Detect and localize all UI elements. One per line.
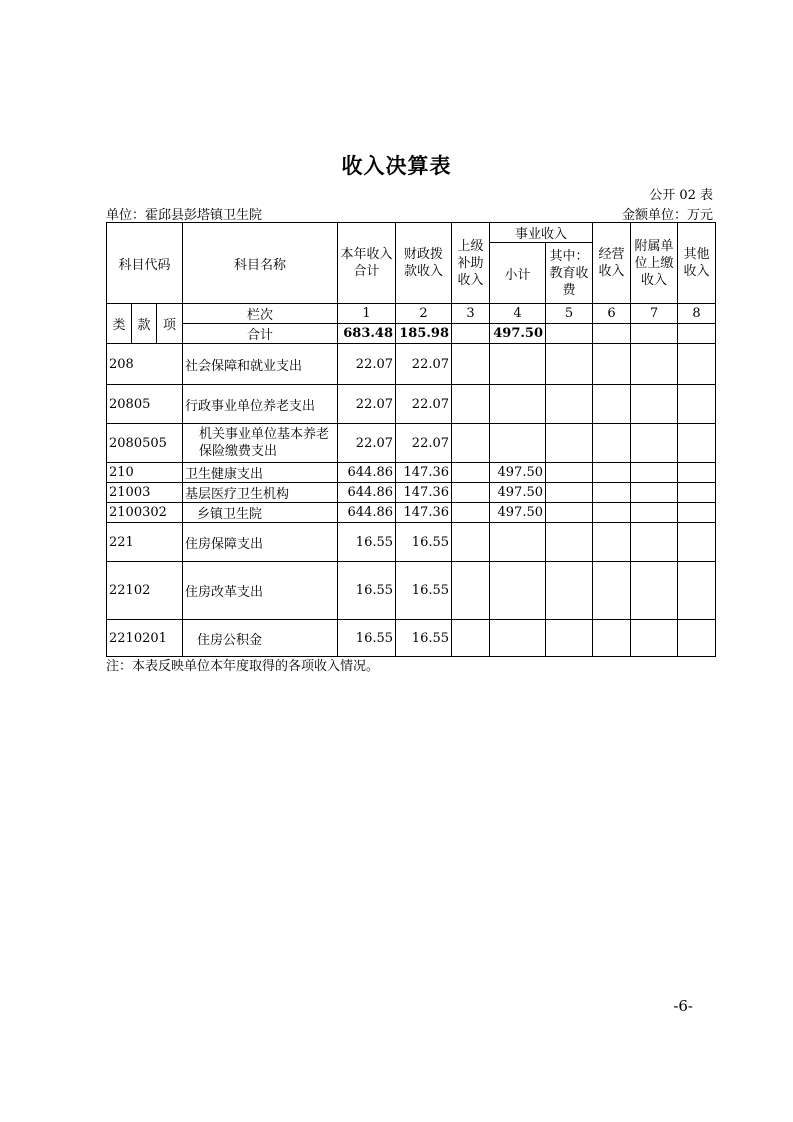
col-num: 6 bbox=[593, 304, 631, 324]
table-note: 注：本表反映单位本年度取得的各项收入情况。 bbox=[106, 659, 380, 674]
header-lei: 类 bbox=[107, 304, 132, 344]
header-edu-fee: 其中：教育收费 bbox=[546, 243, 593, 304]
total-subtotal: 497.50 bbox=[490, 324, 546, 344]
row-total: 644.86 bbox=[338, 503, 396, 523]
col-num: 7 bbox=[631, 304, 678, 324]
row-fiscal: 16.55 bbox=[396, 523, 452, 562]
header-operating: 经营收入 bbox=[593, 223, 631, 304]
table-row bbox=[107, 463, 716, 483]
row-name: 社会保障和就业支出 bbox=[183, 344, 338, 385]
table-row bbox=[107, 344, 716, 385]
header-code: 科目代码 bbox=[107, 223, 183, 304]
table-row bbox=[107, 424, 716, 463]
reporting-unit: 单位：霍邱县彭塔镇卫生院 bbox=[106, 208, 263, 223]
row-code: 208 bbox=[107, 344, 183, 385]
row-code: 221 bbox=[107, 523, 183, 562]
row-total: 644.86 bbox=[338, 463, 396, 483]
row-total: 16.55 bbox=[338, 523, 396, 562]
row-subtotal bbox=[490, 620, 546, 657]
row-name: 机关事业单位基本养老保险缴费支出 bbox=[183, 424, 338, 463]
money-unit: 金额单位：万元 bbox=[621, 208, 713, 223]
row-code: 22102 bbox=[107, 562, 183, 620]
row-name: 行政事业单位养老支出 bbox=[183, 385, 338, 424]
row-fiscal: 22.07 bbox=[396, 344, 452, 385]
header-upper-subsidy: 上级补助收入 bbox=[452, 223, 490, 304]
col-num: 8 bbox=[678, 304, 716, 324]
total-fiscal: 185.98 bbox=[396, 324, 452, 344]
table-row bbox=[107, 562, 716, 620]
row-fiscal: 16.55 bbox=[396, 620, 452, 657]
row-code: 21003 bbox=[107, 483, 183, 503]
total-row bbox=[107, 324, 716, 344]
header-name: 科目名称 bbox=[183, 223, 338, 304]
row-name: 住房改革支出 bbox=[183, 562, 338, 620]
total-value: 683.48 bbox=[338, 324, 396, 344]
header-kuan: 款 bbox=[132, 304, 157, 344]
page-number: -6- bbox=[673, 997, 693, 1015]
row-total: 644.86 bbox=[338, 483, 396, 503]
page-title: 收入决算表 bbox=[341, 154, 452, 178]
col-num: 1 bbox=[338, 304, 396, 324]
row-fiscal: 147.36 bbox=[396, 463, 452, 483]
row-code: 2080505 bbox=[107, 424, 183, 463]
row-subtotal bbox=[490, 424, 546, 463]
row-fiscal: 147.36 bbox=[396, 503, 452, 523]
row-subtotal: 497.50 bbox=[490, 463, 546, 483]
row-total: 22.07 bbox=[338, 385, 396, 424]
row-fiscal: 147.36 bbox=[396, 483, 452, 503]
table-row bbox=[107, 503, 716, 523]
row-name: 卫生健康支出 bbox=[183, 463, 338, 483]
row-subtotal bbox=[490, 523, 546, 562]
table-row bbox=[107, 385, 716, 424]
col-num: 5 bbox=[546, 304, 593, 324]
col-num: 2 bbox=[396, 304, 452, 324]
total-label: 合计 bbox=[183, 324, 338, 344]
row-total: 16.55 bbox=[338, 562, 396, 620]
row-fiscal: 22.07 bbox=[396, 424, 452, 463]
row-total: 22.07 bbox=[338, 344, 396, 385]
row-code: 2100302 bbox=[107, 503, 183, 523]
row-name: 住房保障支出 bbox=[183, 523, 338, 562]
col-num: 4 bbox=[490, 304, 546, 324]
row-fiscal: 16.55 bbox=[396, 562, 452, 620]
row-subtotal bbox=[490, 385, 546, 424]
row-subtotal: 497.50 bbox=[490, 503, 546, 523]
row-fiscal: 22.07 bbox=[396, 385, 452, 424]
row-subtotal bbox=[490, 562, 546, 620]
row-code: 2210201 bbox=[107, 620, 183, 657]
table-row bbox=[107, 523, 716, 562]
header-xiang: 项 bbox=[157, 304, 183, 344]
header-total: 本年收入合计 bbox=[338, 223, 396, 304]
row-name: 基层医疗卫生机构 bbox=[183, 483, 338, 503]
header-lanci: 栏次 bbox=[183, 304, 338, 324]
form-number: 公开 02 表 bbox=[649, 188, 713, 203]
income-table bbox=[106, 222, 716, 657]
row-code: 210 bbox=[107, 463, 183, 483]
row-name: 乡镇卫生院 bbox=[183, 503, 338, 523]
header-affiliate: 附属单位上缴收入 bbox=[631, 223, 678, 304]
row-total: 22.07 bbox=[338, 424, 396, 463]
col-num: 3 bbox=[452, 304, 490, 324]
table-row bbox=[107, 620, 716, 657]
header-other: 其他收入 bbox=[678, 223, 716, 304]
table-row bbox=[107, 483, 716, 503]
row-subtotal bbox=[490, 344, 546, 385]
header-subtotal: 小计 bbox=[490, 243, 546, 304]
row-code: 20805 bbox=[107, 385, 183, 424]
row-subtotal: 497.50 bbox=[490, 483, 546, 503]
header-business-income: 事业收入 bbox=[490, 223, 593, 243]
header-fiscal: 财政拨款收入 bbox=[396, 223, 452, 304]
row-name: 住房公积金 bbox=[183, 620, 338, 657]
row-total: 16.55 bbox=[338, 620, 396, 657]
